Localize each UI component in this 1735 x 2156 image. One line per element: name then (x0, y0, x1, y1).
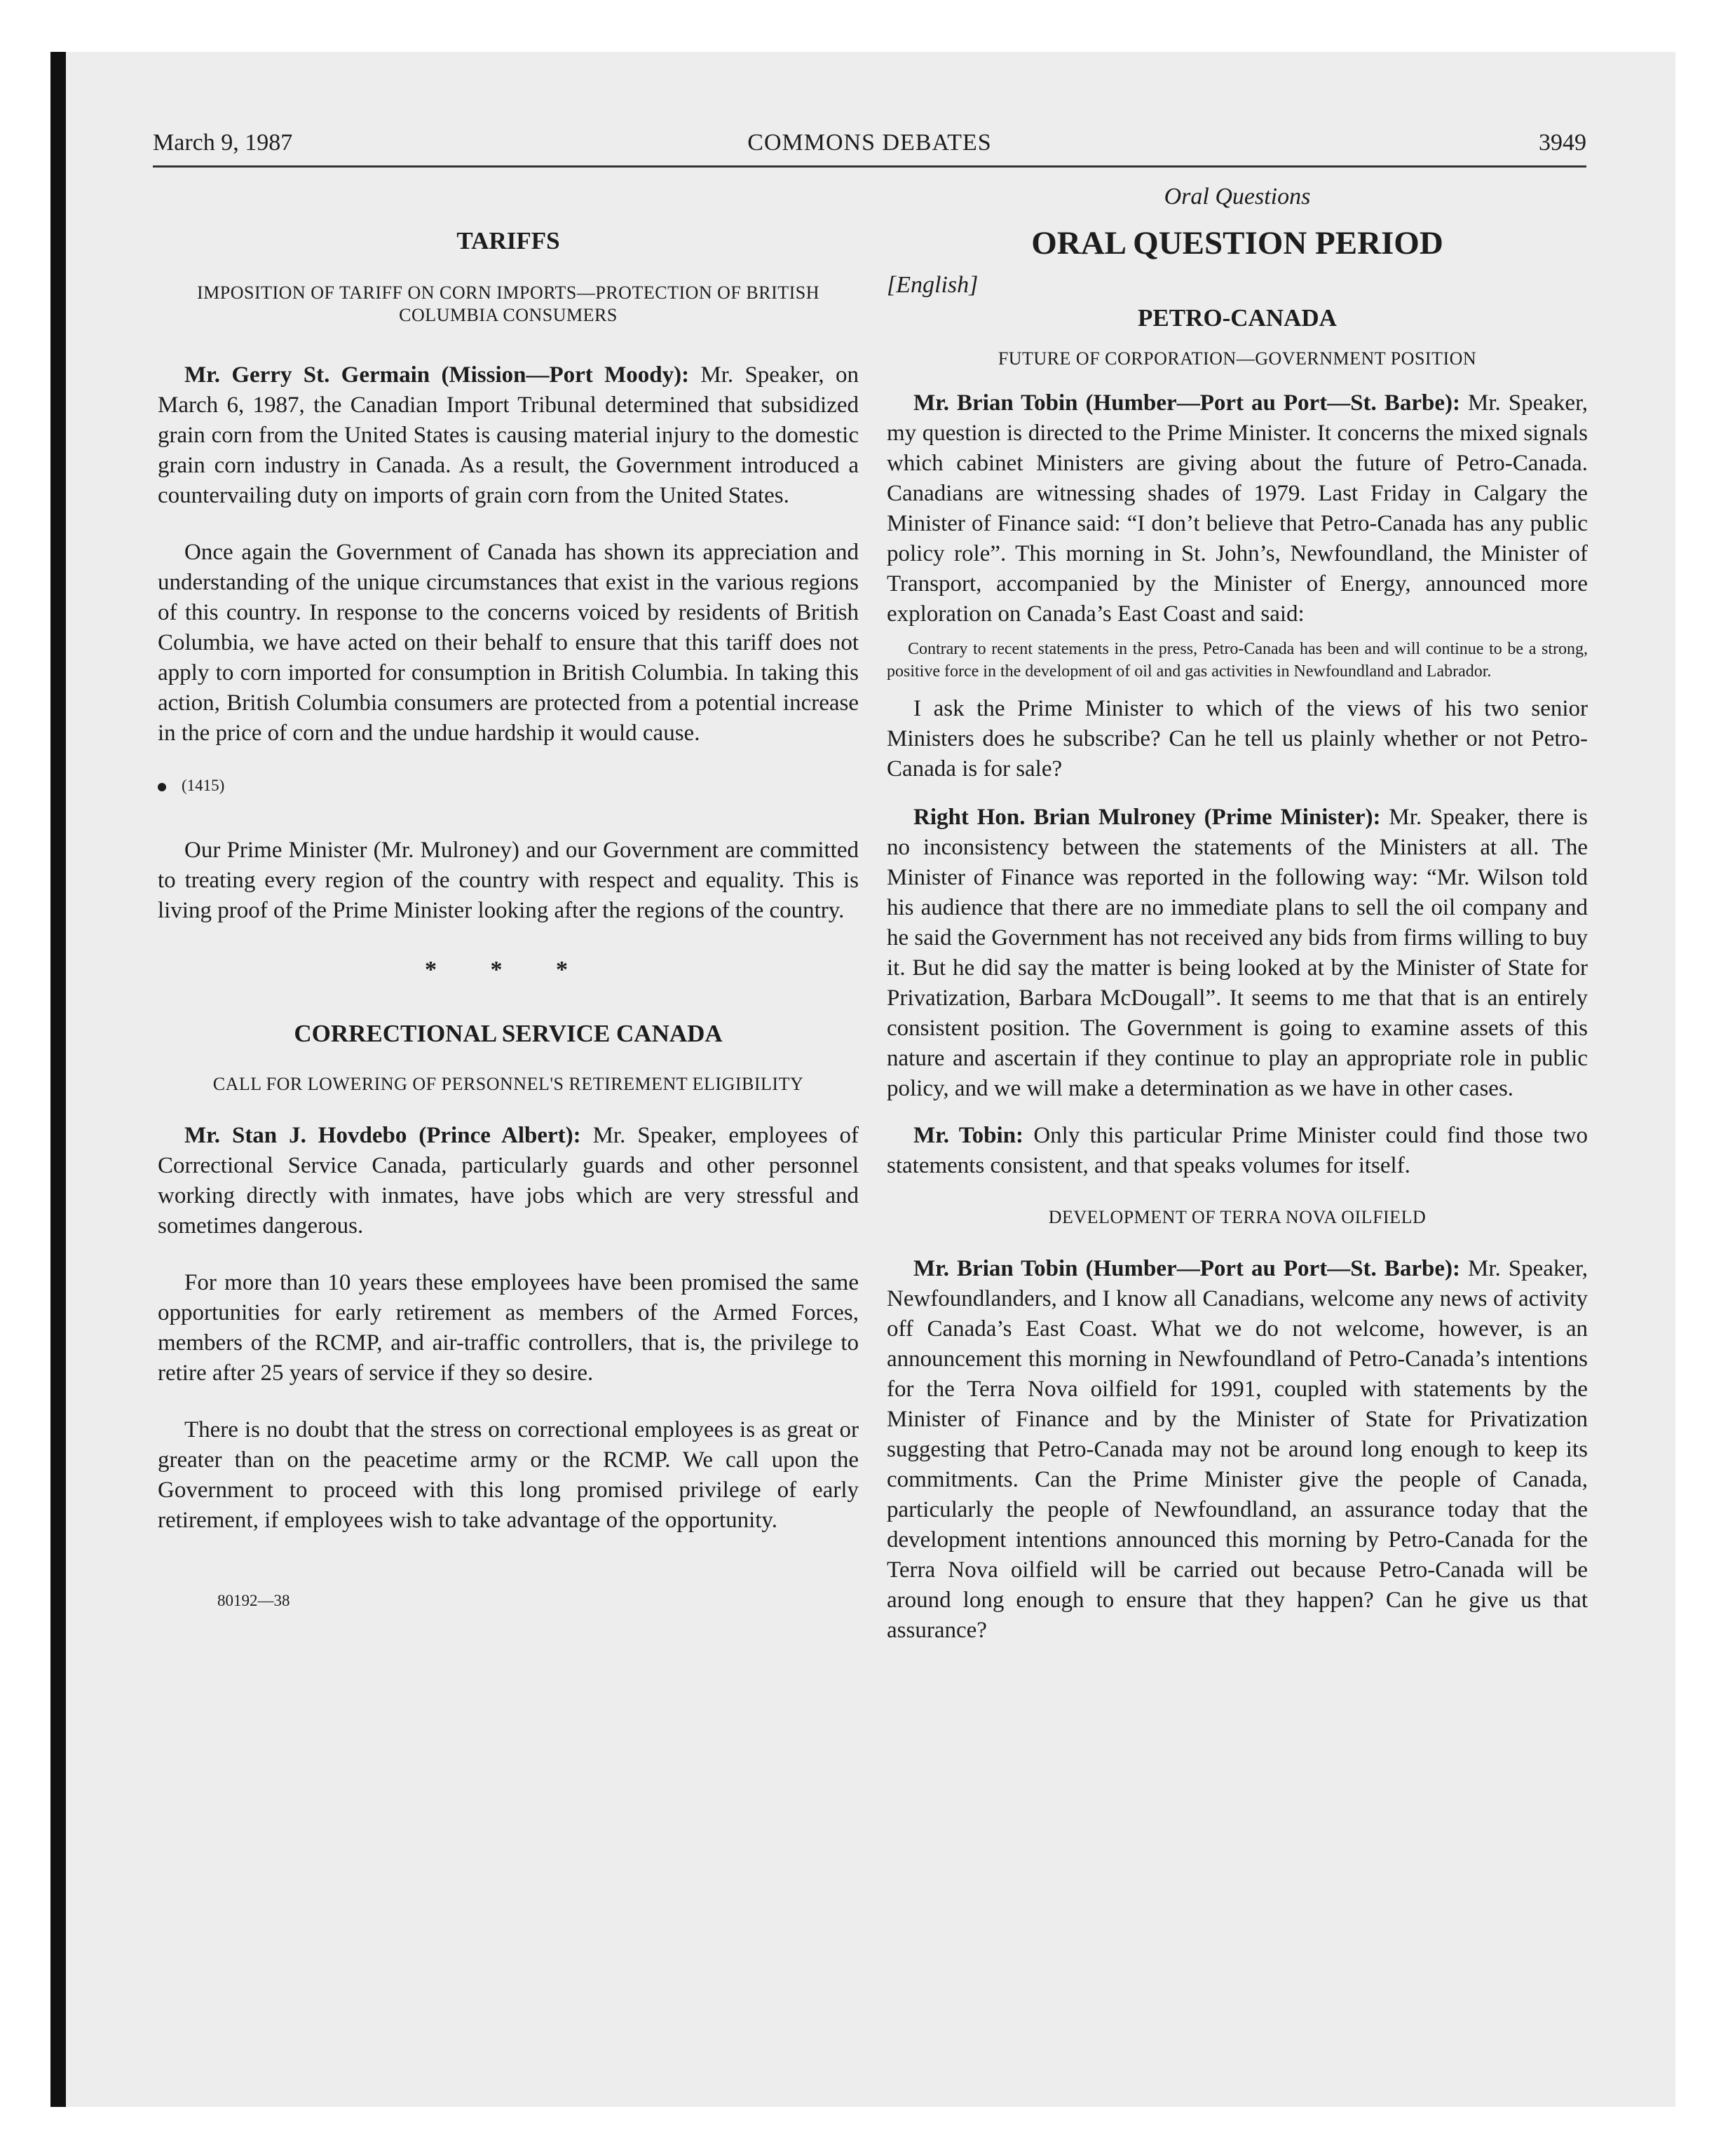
paragraph: There is no doubt that the stress on correctional employees is as great or greater than on the peacetime army or the RCMP. We call upon the Government to proceed with this long promised privilege of early retirement, if employees wish to take advantage of the opportunity. (158, 1417, 859, 1533)
header-title: COMMONS DEBATES (747, 130, 992, 156)
terra-nova-subhead: DEVELOPMENT OF TERRA NOVA OILFIELD (1048, 1207, 1427, 1227)
statement-tobin-terra (887, 1254, 1588, 1646)
speaker-name: Mr. Gerry St. Germain (Mission—Port Moody): (184, 362, 690, 388)
speaker-name: Mr. Stan J. Hovdebo (Prince Albert): (184, 1123, 581, 1148)
left-column (158, 184, 859, 1626)
statement-text: Only this particular Prime Minister could find those two statements consistent, and that speaks volumes for itself. (887, 1123, 1588, 1178)
statement-text: Mr. Speaker, my question is directed to the Prime Minister. It concerns the mixed signals which cabinet Ministers are giving about the future of Petro-Canada. Canadians are witnessing shades of 1979. Last Friday in Calgary the Minister of Finance said: “I don’t believe that Petro-Canada has any public policy role”. This morning in St. John’s, Newfoundland, the Minister of Transport, accompanied by the Minister of Energy, announced more exploration on Canada’s East Coast and said: (887, 390, 1588, 627)
csc-subhead: CALL FOR LOWERING OF PERSONNEL'S RETIREMENT ELIGIBILITY (212, 1074, 804, 1094)
language-marker: [English] (887, 272, 979, 298)
header-date: March 9, 1987 (153, 130, 293, 156)
section-label: Oral Questions (1164, 184, 1311, 210)
paragraph: For more than 10 years these employees have been promised the same opportunities for early retirement as members of the Armed Forces, members of the RCMP, and air-traffic controllers, that is, the privilege to retire after 25 years of service if they so desire. (158, 1270, 859, 1386)
speaker-name: Mr. Tobin: (913, 1123, 1024, 1148)
statement-text: Mr. Speaker, Newfoundlanders, and I know all Canadians, welcome any news of activity off Canada’s East Coast. What we do not welcome, however, is an announcement this morning in Newfoundland of Petro-Canada’s intentions for the Terra Nova oilfield for 1991, coupled with statements by the Minister of Finance and by the Minister of State for Privatization suggesting that Petro-Canada may not be around long enough to keep its commitments. Can the Prime Minister give the people of Canada, particularly the people of Newfoundland, an assurance today that the development intentions announced this morning by Petro-Canada for the Terra Nova oilfield will be carried out because Petro-Canada will be around long enough to ensure that they happen? Can he give us that assurance? (887, 1256, 1588, 1643)
speaker-name: Mr. Brian Tobin (Humber—Port au Port—St. Barbe): (913, 1256, 1460, 1281)
statement-hovdebo (158, 1121, 859, 1241)
statement-tobin-reply (887, 1121, 1588, 1181)
right-column (887, 184, 1588, 1646)
speaker-name: Right Hon. Brian Mulroney (Prime Minister): (913, 805, 1381, 830)
time-marker-text: (1415) (182, 777, 225, 794)
statement-tobin (887, 388, 1588, 629)
quotation: Contrary to recent statements in the press, Petro-Canada has been and will continue to be a strong, positive force in the development of oil and gas activities in Newfoundland and Labrador. (887, 640, 1588, 681)
bullet-icon (158, 783, 166, 791)
statement-mulroney (887, 803, 1588, 1104)
statement-text: Mr. Speaker, there is no inconsistency between the statements of the Ministers at all. The Minister of Finance was reported in the following way: “Mr. Wilson told his audience that there are no immediate plans to sell the oil company and he said the Government has not received any bids from firms willing to buy it. But he did say the matter is being looked at by the Minister of State for Privatization, Barbara McDougall”. It seems to me that that is an entirely consistent position. The Government is going to examine assets of this nature and ascertain if they continue to play an appropriate role in public policy, and we will make a determination as we have in other cases. (887, 805, 1588, 1101)
footer-code: 80192—38 (217, 1592, 290, 1609)
statement-text: Mr. Speaker, employees of Correctional Service Canada, particularly guards and other personnel working directly with inmates, have jobs which are very stressful and sometimes dangerous. (158, 1123, 859, 1239)
statement-st-germain (158, 360, 859, 511)
time-marker (158, 777, 859, 795)
csc-title: CORRECTIONAL SERVICE CANADA (294, 1020, 723, 1047)
paragraph: Once again the Government of Canada has shown its appreciation and understanding of the unique circumstances that exist in the various regions of this country. In response to the concerns voiced by residents of British Columbia, we have acted on their behalf to ensure that this tariff does not apply to corn imported for consumption in British Columbia. In taking this action, British Columbia consumers are protected from a potential increase in the price of corn and the undue hardship it would cause. (158, 540, 859, 746)
petro-title: PETRO-CANADA (1138, 304, 1337, 332)
section-separator: * * * (425, 957, 592, 983)
statement-text: Mr. Speaker, on March 6, 1987, the Canadian Import Tribunal determined that subsidized grain corn from the United States is causing material injury to the domestic grain corn industry in Canada. As a result, the Government introduced a countervailing duty on imports of grain corn from the United States. (158, 362, 859, 508)
paragraph: I ask the Prime Minister to which of the views of his two senior Ministers does he subscribe? Can he tell us plainly whether or not Petro-Canada is for sale? (887, 696, 1588, 782)
page-header (153, 130, 1586, 165)
tariffs-title: TARIFFS (456, 227, 560, 254)
page-number: 3949 (1539, 130, 1586, 156)
paragraph: Our Prime Minister (Mr. Mulroney) and our Government are committed to treating every region of the country with respect and equality. This is living proof of the Prime Minister looking after the regions of the country. (158, 838, 859, 923)
scan-edge (50, 52, 66, 2107)
speaker-name: Mr. Brian Tobin (Humber—Port au Port—St. Barbe): (913, 390, 1460, 416)
header-rule (153, 165, 1586, 168)
main-title: ORAL QUESTION PERIOD (1031, 225, 1443, 261)
petro-subhead: FUTURE OF CORPORATION—GOVERNMENT POSITION (998, 348, 1477, 369)
tariffs-subhead: IMPOSITION OF TARIFF ON CORN IMPORTS—PROTECTION OF BRITISH COLUMBIA CONSUMERS (196, 282, 820, 325)
